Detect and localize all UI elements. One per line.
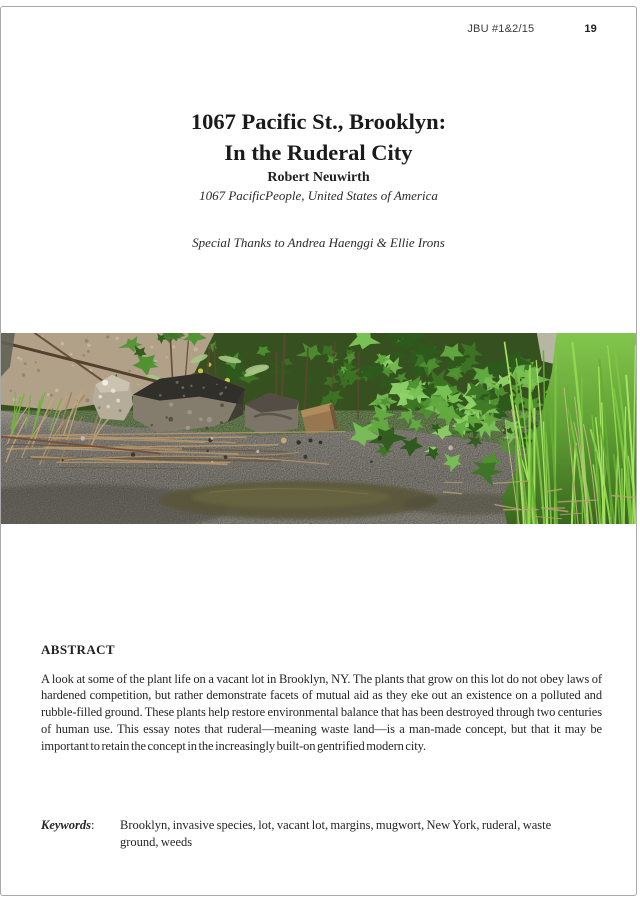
abstract-text: A look at some of the plant life on a vacant lot in Brooklyn, NY. The plants that grow on this lot do not obey laws of hardened competition, but rather demonstrate facets of mutual aid as they eke out an existence on a polluted and rubble-filled ground. These plants help restore environmental balance that has been destroyed through two centuries of human use. This essay notes that ruderal—meaning waste land—is a man-made concept, but that it may be important to retain the concept in the increasingly built-on gentrified modern city. xyxy=(41,671,602,753)
keywords-text: Brooklyn, invasive species, lot, vacant lot, margins, mugwort, New York, ruderal, waste ground, weeds xyxy=(120,818,552,849)
keywords-colon: : xyxy=(91,818,95,832)
article-title xyxy=(1,106,636,168)
keywords-block xyxy=(41,817,572,851)
acknowledgement-line: Special Thanks to Andrea Haenggi & Ellie Irons xyxy=(192,235,445,250)
article-title-line2: In the Ruderal City xyxy=(224,140,413,166)
abstract-heading: ABSTRACT xyxy=(41,641,115,657)
page-header xyxy=(467,23,597,35)
vacant-lot-photo xyxy=(1,333,636,524)
article-title-line1: 1067 Pacific St., Brooklyn: xyxy=(190,109,447,135)
author-affiliation: 1067 PacificPeople, United States of America xyxy=(199,188,438,203)
page-number: 19 xyxy=(584,23,597,35)
document-page xyxy=(0,6,637,896)
journal-ref: JBU #1&2/15 xyxy=(467,23,535,35)
vacant-lot-photo-canvas xyxy=(1,333,636,524)
author-name: Robert Neuwirth xyxy=(267,170,370,185)
keywords-label: Keywords: xyxy=(41,818,95,832)
